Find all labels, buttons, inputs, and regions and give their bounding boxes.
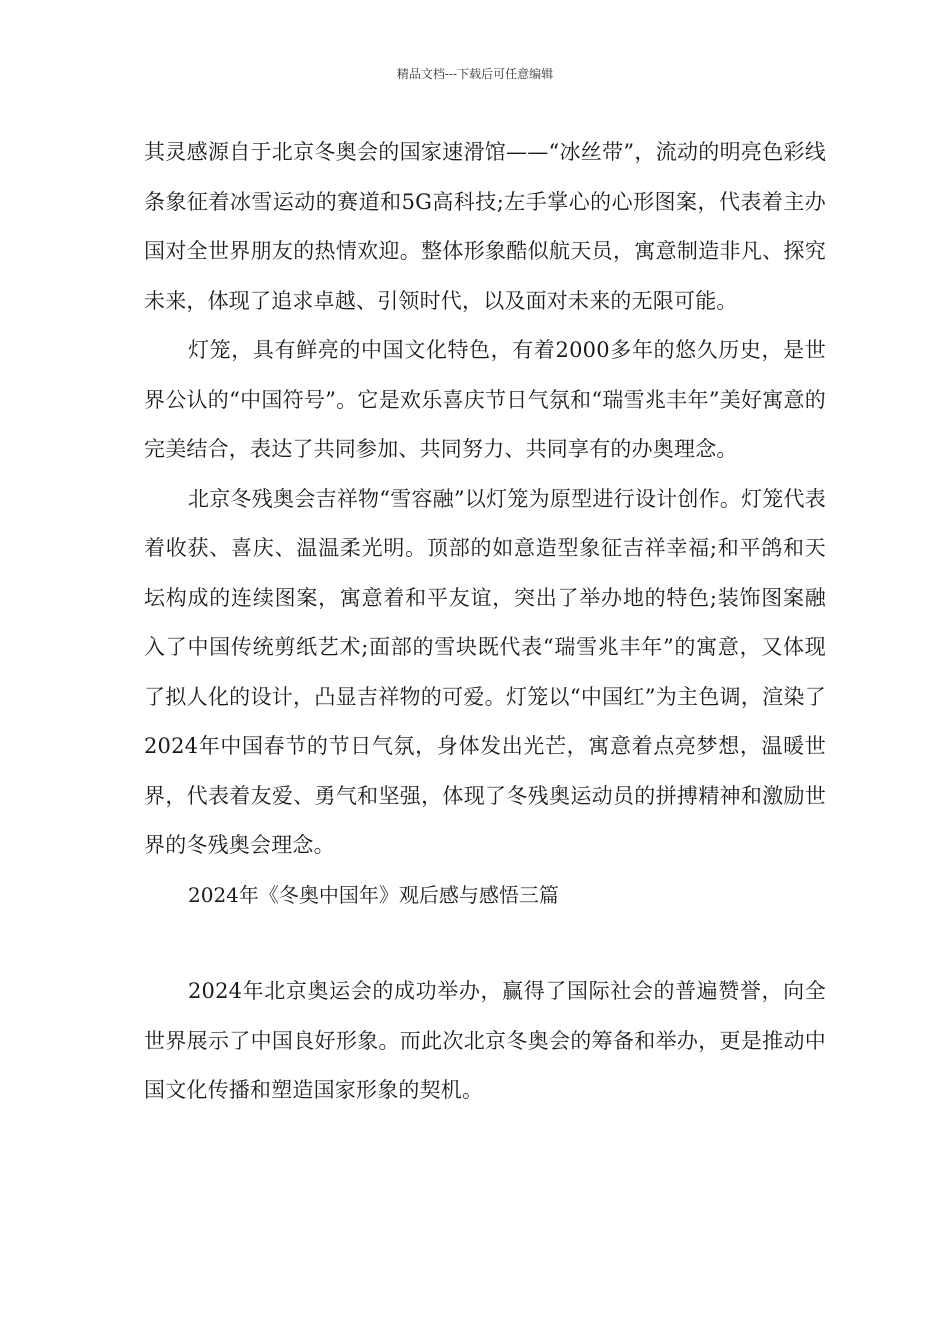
page-header: 精品文档---下载后可任意编辑	[396, 67, 554, 81]
blank-gap	[144, 920, 826, 967]
paragraph-lantern: 灯笼，具有鲜亮的中国文化特色，有着2000多年的悠久历史，是世界公认的“中国符号”。它是欢乐喜庆节日气氛和“瑞雪兆丰年”美好寓意的完美结合，表达了共同参加、共同努力、共同享有的办奥理念。	[144, 338, 826, 461]
document-body	[144, 128, 826, 1116]
paragraph-olympics-success: 2024年北京奥运会的成功举办，赢得了国际社会的普遍赞誉，向全世界展示了中国良好形象。而此次北京冬奥会的筹备和举办，更是推动中国文化传播和塑造国家形象的契机。	[144, 979, 826, 1102]
paragraph-xue-rong-rong: 北京冬残奥会吉祥物“雪容融”以灯笼为原型进行设计创作。灯笼代表着收获、喜庆、温温柔光明。顶部的如意造型象征吉祥幸福;和平鸽和天坛构成的连续图案，寓意着和平友谊，突出了举办地的特色;装饰图案融入了中国传统剪纸艺术;面部的雪块既代表“瑞雪兆丰年”的寓意，又体现了拟人化的设计，凸显吉祥物的可爱。灯笼以“中国红”为主色调，渲染了2024年中国春节的节日气氛，身体发出光芒，寓意着点亮梦想，温暖世界，代表着友爱、勇气和坚强，体现了冬残奥运动员的拼搏精神和激励世界的冬残奥会理念。	[144, 486, 826, 857]
section-heading: 2024年《冬奥中国年》观后感与感悟三篇	[188, 882, 559, 907]
paragraph-ice-ribbon: 其灵感源自于北京冬奥会的国家速滑馆——“冰丝带”，流动的明亮色彩线条象征着冰雪运动的赛道和5G高科技;左手掌心的心形图案，代表着主办国对全世界朋友的热情欢迎。整体形象酷似航天员，寓意制造非凡、探究未来，体现了追求卓越、引领时代，以及面对未来的无限可能。	[144, 140, 826, 313]
